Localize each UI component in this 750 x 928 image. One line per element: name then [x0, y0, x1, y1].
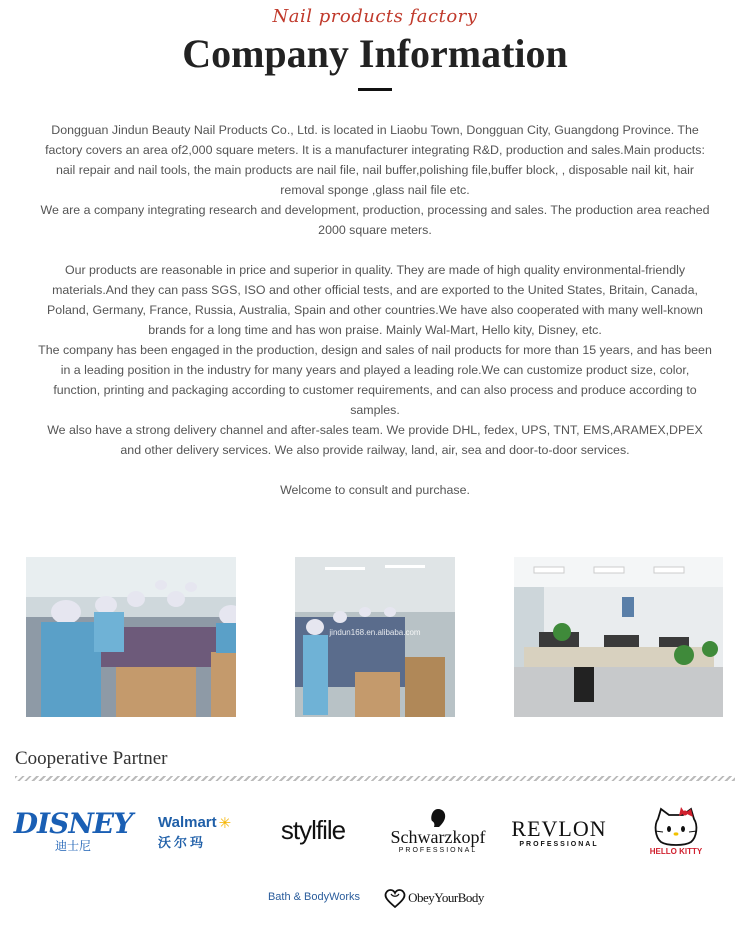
- company-description: [36, 120, 714, 500]
- schwarzkopf-logo: Schwarzkopf PROFESSIONAL: [386, 803, 490, 859]
- hello-kitty-logo: HELLO KITTY: [640, 802, 712, 860]
- production-line-photo: [295, 557, 455, 717]
- office-photo: [514, 557, 723, 717]
- obey-your-body-logo: ObeyYourBody: [378, 884, 490, 912]
- title-underline: [358, 88, 392, 91]
- intro-paragraph-5: We also have a strong delivery channel and after-sales team. We provide DHL, fedex, UPS, TNT, EMS,ARAMEX,DPEX and other delivery services. We also provide railway, land, air, sea and door-to-door services.: [47, 423, 703, 457]
- obey-heart-icon: [384, 888, 406, 908]
- intro-paragraph-3: Our products are reasonable in price and superior in quality. They are made of high quality environmental-friendly materials.And they can pass SGS, ISO and other official tests, and are exported to the United States, Britain, Canada, Poland, Germany, France, Russia, Australia, Spain and other countries.We have also cooperated with many well-known brands for a long time and has won praise. Mainly Wal-Mart, Hello kity, Disney, etc.: [47, 263, 703, 337]
- tagline: Nail products factory: [272, 6, 478, 27]
- partners-divider: [15, 776, 735, 781]
- stylfile-logo: stylfile: [280, 814, 346, 845]
- schwarzkopf-head-icon: [430, 809, 446, 827]
- partners-heading: Cooperative Partner: [15, 748, 168, 769]
- intro-paragraph-6: Welcome to consult and purchase.: [280, 483, 470, 497]
- page-title: Company Information: [182, 31, 568, 76]
- intro-paragraph-4: The company has been engaged in the production, design and sales of nail products for more than 15 years, and has been in a leading position in the industry for many years and played a leading role.We can customize product size, color, function, printing and packaging according to customer requirements, and can also process and produce according to samples.: [38, 343, 712, 417]
- intro-paragraph-2: We are a company integrating research and development, production, processing and sales. The production area reached 2000 square meters.: [40, 203, 710, 237]
- intro-paragraph-1: Dongguan Jindun Beauty Nail Products Co., Ltd. is located in Liaobu Town, Dongguan City, Guangdong Province. The factory covers an area of2,000 square meters. It is a manufacturer integrating R&D, production and sales.Main products: nail repair and nail tools, the main products are nail file, nail buffer,polishing file,buffer block, , disposable nail kit, hair removal sponge ,glass nail file etc.: [45, 123, 705, 197]
- disney-logo: DISNEY 迪士尼: [13, 807, 133, 853]
- walmart-spark-icon: ✳: [218, 814, 232, 832]
- factory-workers-photo: [26, 557, 236, 717]
- hello-kitty-face-icon: [653, 807, 699, 847]
- revlon-logo: REVLON PROFESSIONAL: [511, 815, 607, 848]
- bath-body-works-logo: Bath & BodyWorks: [267, 891, 361, 903]
- photo-watermark: jindun168.en.alibaba.com: [329, 628, 421, 637]
- walmart-logo: Walmart ✳ 沃尔玛: [158, 814, 232, 851]
